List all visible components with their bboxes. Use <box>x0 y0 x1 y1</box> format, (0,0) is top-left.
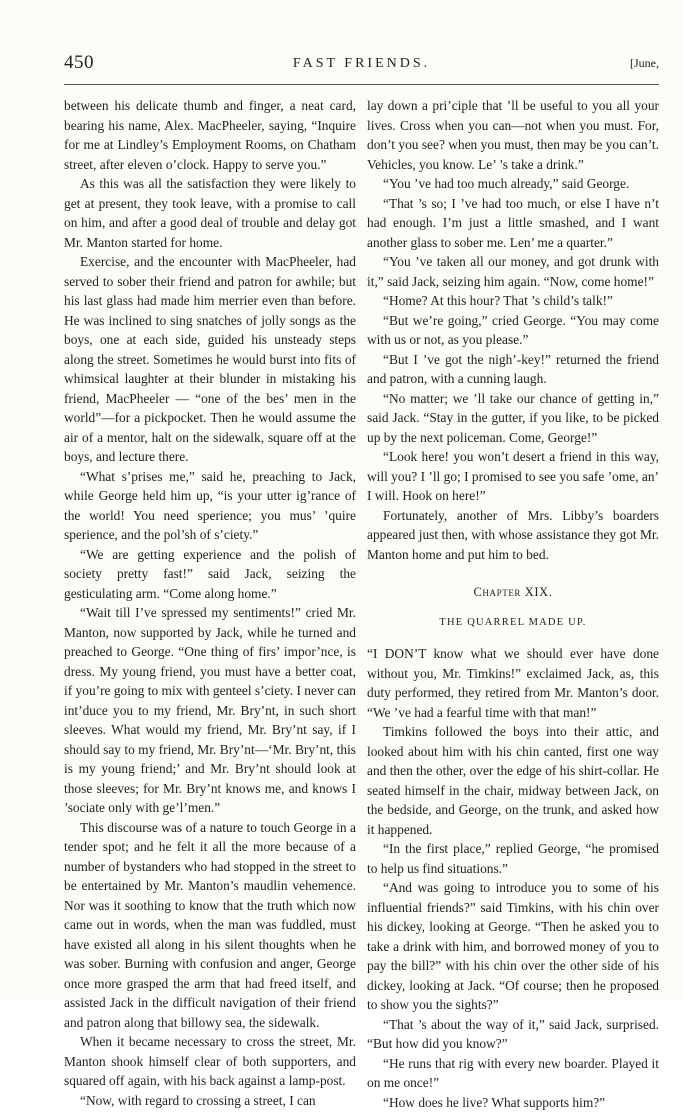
paragraph: lay down a pri’ciple that ’ll be useful to you all your lives. Cross when you can—not when you must. For, don’t you see? when you must, then may be you can’t. Vehicles, you know. Le’ ’s take a drink.” <box>367 96 659 174</box>
paragraph: “You ’ve taken all our money, and got drunk with it,” said Jack, seizing him again. “Now, come home!” <box>367 252 659 291</box>
running-month: [June, <box>630 56 659 71</box>
paragraph: “I DON’T know what we should ever have done without you, Mr. Timkins!” exclaimed Jack, as, this duty performed, they retired from Mr. Manton’s door. “We ’ve had a fearful time with that man!” <box>367 644 659 722</box>
paragraph: “We are getting experience and the polish of society pretty fast!” said Jack, seizing the gesticulating arm. “Come along home.” <box>64 545 356 604</box>
header-rule <box>64 84 659 85</box>
right-column <box>367 96 659 1112</box>
paragraph: Timkins followed the boys into their attic, and looked about him with his chin canted, first one way and then the other, over the edge of his shirt-collar. He seated himself in the chair, midway between Jack, on the bedside, and George, on the trunk, and asked how it happened. <box>367 722 659 839</box>
paragraph: “You ’ve had too much already,” said George. <box>367 174 659 194</box>
chapter-subtitle: THE QUARREL MADE UP. <box>367 613 659 633</box>
paragraph: between his delicate thumb and finger, a neat card, bearing his name, Alex. MacPheeler, saying, “Inquire for me at Lindley’s Employment Rooms, on Chatham street, after eleven o’clock. Happy to serve you.” <box>64 96 356 174</box>
paragraph: “Now, with regard to crossing a street, I can <box>64 1091 356 1111</box>
paragraph: “No matter; we ’ll take our chance of getting in,” said Jack. “Stay in the gutter, if you like, to be picked up by the next policeman. Come, George!” <box>367 389 659 448</box>
paragraph: “How does he live? What supports him?” <box>367 1093 659 1112</box>
paragraph: This discourse was of a nature to touch George in a tender spot; and he felt it all the more because of a number of bystanders who had stopped in the street to be entertained by Mr. Manton’s maudlin vehemence. Nor was it soothing to know that the truth which now came out in words, when the man was fuddled, must have existed all along in his silent thoughts when he was sober. Burning with confusion and anger, George once more grasped the arm that had freed itself, and assisted Jack in the difficult navigation of their friend and patron along that billowy sea, the sidewalk. <box>64 818 356 1033</box>
paragraph: “In the first place,” replied George, “he promised to help us find situations.” <box>367 839 659 878</box>
paragraph: Fortunately, another of Mrs. Libby’s boarders appeared just then, with whose assistance they got Mr. Manton home and put him to bed. <box>367 506 659 565</box>
paragraph: “Wait till I’ve spressed my sentiments!” cried Mr. Manton, now supported by Jack, while he turned and preached to George. “One thing of firs’ impor’nce, is dress. My young friend, you must have a better coat, if you’re going to mix with genteel s’ciety. I never can int’duce you to my friend, Mr. Bry’nt, in such short sleeves. What would my friend, Mr. Bry’nt say, if I should say to my friend, Mr. Bry’nt—‘Mr. Bry’nt, this is my young friend;’ and Mr. Bry’nt should look at those sleeves; for Mr. Bry’nt knows me, and knows I ’sociate only with ge’l’men.” <box>64 603 356 818</box>
page-header <box>64 52 659 80</box>
left-column <box>64 96 356 1110</box>
paragraph: “But I ’ve got the nigh’-key!” returned the friend and patron, with a cunning laugh. <box>367 350 659 389</box>
paragraph: “That ’s about the way of it,” said Jack, surprised. “But how did you know?” <box>367 1015 659 1054</box>
paragraph: “That ’s so; I ’ve had too much, or else I have n’t had enough. I’m just a little smashed, and I want another glass to sober me. Len’ me a quarter.” <box>367 194 659 253</box>
paragraph: Exercise, and the encounter with MacPheeler, had served to sober their friend and patron for awhile; but his last glass had made him merrier even than before. He was inclined to sing snatches of jolly songs as the boys, one at each side, guided his unsteady steps along the street. Sometimes he would burst into fits of whimsical laughter at their blunder in mistaking his friend, MacPheeler — “one of the bes’ men in the world”—for a pickpocket. Then he would assume the air of a mentor, halt on the sidewalk, square off at the boys, and lecture there. <box>64 252 356 467</box>
page-number: 450 <box>64 52 94 74</box>
paragraph: “He runs that rig with every new boarder. Played it on me once!” <box>367 1054 659 1093</box>
paragraph: “But we’re going,” cried George. “You may come with us or not, as you please.” <box>367 311 659 350</box>
paragraph: When it became necessary to cross the street, Mr. Manton shook himself clear of both supporters, and squared off again, with his back against a lamp-post. <box>64 1032 356 1091</box>
paragraph: “Home? At this hour? That ’s child’s talk!” <box>367 291 659 311</box>
chapter-heading: Chapter XIX. <box>367 583 659 603</box>
paragraph: “And was going to introduce you to some of his influential friends?” said Timkins, with his chin over his dickey, looking at George. “Then he asked you to take a drink with him, and borrowed money of you to pay the bill?” with his chin over the other side of his dickey, looking at Jack. “Of course; then he proposed to show you the sights?” <box>367 878 659 1015</box>
running-title: FAST FRIENDS. <box>64 56 659 72</box>
paragraph: As this was all the satisfaction they were likely to get at present, they took leave, with a promise to call on him, and after a good deal of trouble and delay got Mr. Manton started for home. <box>64 174 356 252</box>
paragraph: “What s’prises me,” said he, preaching to Jack, while George held him up, “is your utter ig’rance of the world! You need sperience; you mus’ ’quire sperience, and the pol’sh of s’ciety.” <box>64 467 356 545</box>
paragraph: “Look here! you won’t desert a friend in this way, will you? I ’ll go; I promised to see you safe ’ome, an’ I will. Hook on here!” <box>367 447 659 506</box>
